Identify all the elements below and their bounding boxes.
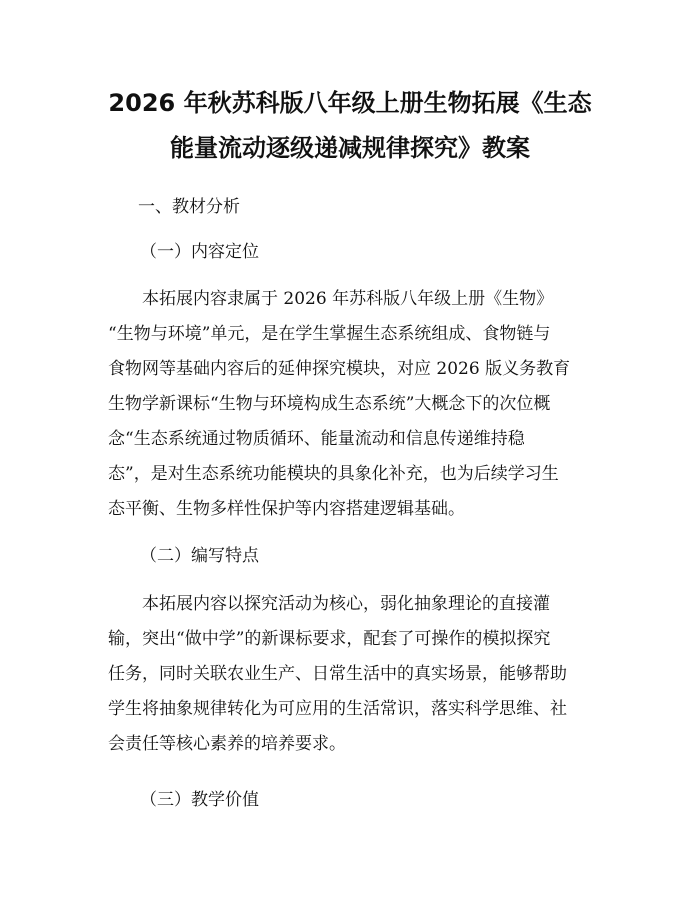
paragraph-line: 本拓展内容以探究活动为核心，弱化抽象理论的直接灌	[108, 594, 550, 614]
document-title-line-1: 2026 年秋苏科版八年级上册生物拓展《生态	[108, 89, 592, 117]
paragraph-line: 输，突出“做中学”的新课标要求，配套了可操作的模拟探究	[108, 629, 551, 649]
paragraph-line: 本拓展内容隶属于 2026 年苏科版八年级上册《生物》	[108, 289, 554, 309]
paragraph-line: 态”，是对生态系统功能模块的具象化补充，也为后续学习生	[108, 464, 559, 484]
subsection-heading-writing-features: （二）编写特点	[140, 546, 259, 566]
subsection-heading-content-positioning: （一）内容定位	[140, 242, 259, 262]
paragraph-line: “生物与环境”单元，是在学生掌握生态系统组成、食物链与	[108, 324, 551, 344]
paragraph-line: 生物学新课标“生物与环境构成生态系统”大概念下的次位概	[108, 394, 551, 414]
paragraph-line: 食物网等基础内容后的延伸探究模块，对应 2026 版义务教育	[108, 359, 571, 379]
section-heading-material-analysis: 一、教材分析	[138, 197, 240, 217]
paragraph-line: 任务，同时关联农业生产、日常生活中的真实场景，能够帮助	[108, 664, 567, 684]
paragraph-line: 学生将抽象规律转化为可应用的生活常识，落实科学思维、社	[108, 699, 567, 719]
document-title-line-2: 能量流动逐级递减规律探究》教案	[170, 134, 530, 162]
paragraph-line: 念“生态系统通过物质循环、能量流动和信息传递维持稳	[108, 429, 525, 449]
paragraph-line: 会责任等核心素养的培养要求。	[108, 734, 346, 754]
paragraph-writing-features	[108, 592, 598, 762]
paragraph-content-positioning	[108, 287, 598, 527]
subsection-heading-teaching-value: （三）教学价值	[140, 790, 259, 810]
paragraph-line: 态平衡、生物多样性保护等内容搭建逻辑基础。	[108, 499, 465, 519]
